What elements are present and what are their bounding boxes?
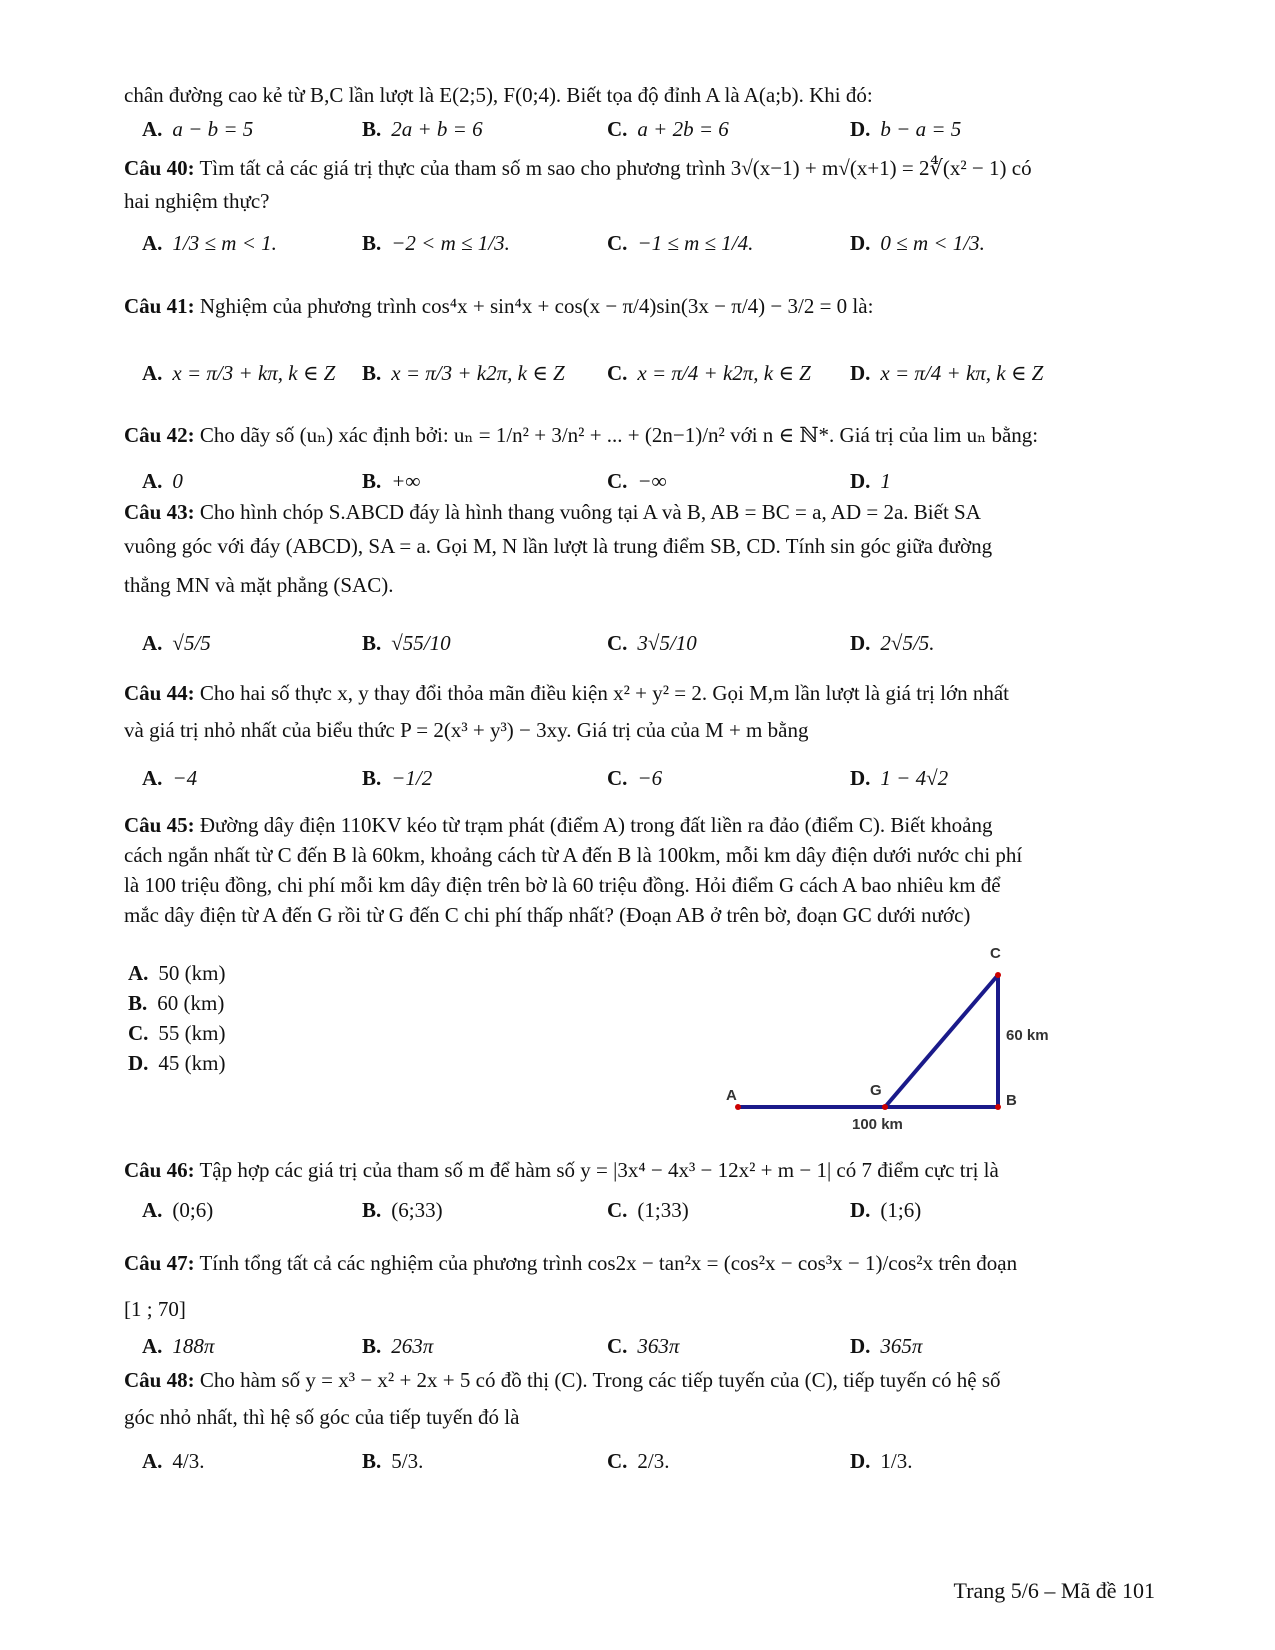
q48-option-c[interactable]: C. 2/3.: [607, 1449, 670, 1473]
q46-option-d[interactable]: D. (1;6): [850, 1198, 922, 1222]
q45-stem: Câu 45: Đường dây điện 110KV kéo từ trạm phát (điểm A) trong đất liền ra đảo (điểm C). Biết khoảng: [124, 813, 993, 837]
q43-option-b[interactable]: B. √55/10: [362, 631, 451, 655]
q42-option-c[interactable]: C. −∞: [607, 469, 667, 493]
q39-option-a[interactable]: A. a − b = 5: [142, 117, 254, 141]
q45-option-b[interactable]: B. 60 (km): [128, 991, 225, 1015]
label-g: G: [870, 1082, 882, 1099]
q45-stem-3: là 100 triệu đồng, chi phí mỗi km dây điện trên bờ là 60 triệu đồng. Hỏi điểm G cách A bao nhiêu km để: [124, 873, 1001, 897]
q43-option-d[interactable]: D. 2√5/5.: [850, 631, 935, 655]
q40-option-b[interactable]: B. −2 < m ≤ 1/3.: [362, 231, 510, 255]
q41-option-c[interactable]: C. x = π/4 + k2π, k ∈ Z: [607, 361, 811, 385]
q46-option-a[interactable]: A. (0;6): [142, 1198, 214, 1222]
q43-stem: Câu 43: Cho hình chóp S.ABCD đáy là hình thang vuông tại A và B, AB = BC = a, AD = 2a. Biết SA: [124, 500, 981, 524]
q48-option-b[interactable]: B. 5/3.: [362, 1449, 424, 1473]
q47-stem-2: [1 ; 70]: [124, 1297, 186, 1321]
q41-option-b[interactable]: B. x = π/3 + k2π, k ∈ Z: [362, 361, 565, 385]
page-footer: Trang 5/6 – Mã đề 101: [953, 1578, 1155, 1603]
q42-option-d[interactable]: D. 1: [850, 469, 891, 493]
label-c: C: [990, 945, 1001, 962]
q46-stem: Câu 46: Tập hợp các giá trị của tham số m để hàm số y = |3x⁴ − 4x³ − 12x² + m − 1| có 7 điểm cực trị là: [124, 1158, 999, 1182]
label-a: A: [726, 1087, 737, 1104]
q47-option-d[interactable]: D. 365π: [850, 1334, 923, 1358]
q47-option-c[interactable]: C. 363π: [607, 1334, 680, 1358]
label-ab-length: 100 km: [852, 1116, 903, 1133]
q43-stem-3: thẳng MN và mặt phẳng (SAC).: [124, 573, 394, 597]
q45-option-a[interactable]: A. 50 (km): [128, 961, 226, 985]
q42-option-a[interactable]: A. 0: [142, 469, 183, 493]
q41-stem: Câu 41: Nghiệm của phương trình cos⁴x + sin⁴x + cos(x − π/4)sin(3x − π/4) − 3/2 = 0 là:: [124, 294, 874, 318]
q48-stem-2: góc nhỏ nhất, thì hệ số góc của tiếp tuyến đó là: [124, 1405, 520, 1429]
q44-option-b[interactable]: B. −1/2: [362, 766, 433, 790]
point-c: [995, 972, 1001, 978]
q45-option-c[interactable]: C. 55 (km): [128, 1021, 226, 1045]
q45-stem-2: cách ngắn nhất từ C đến B là 60km, khoảng cách từ A đến B là 100km, mỗi km dây điện dưới nước chi phí: [124, 843, 1023, 867]
q44-option-a[interactable]: A. −4: [142, 766, 198, 790]
q40-stem-2: hai nghiệm thực?: [124, 189, 270, 213]
point-a: [735, 1104, 741, 1110]
q42-stem: Câu 42: Cho dãy số (uₙ) xác định bởi: uₙ = 1/n² + 3/n² + ... + (2n−1)/n² với n ∈ ℕ*. Giá trị của lim uₙ bằng:: [124, 423, 1039, 447]
q39-text: chân đường cao kẻ từ B,C lần lượt là E(2;5), F(0;4). Biết tọa độ đỉnh A là A(a;b). Khi đó:: [124, 83, 873, 107]
q43-option-a[interactable]: A. √5/5: [142, 631, 211, 655]
q42-option-b[interactable]: B. +∞: [362, 469, 421, 493]
q43-option-c[interactable]: C. 3√5/10: [607, 631, 697, 655]
q46-option-b[interactable]: B. (6;33): [362, 1198, 443, 1222]
q47-option-b[interactable]: B. 263π: [362, 1334, 434, 1358]
label-cb-length: 60 km: [1006, 1027, 1049, 1044]
point-b: [995, 1104, 1001, 1110]
q43-stem-2: vuông góc với đáy (ABCD), SA = a. Gọi M, N lần lượt là trung điểm SB, CD. Tính sin góc giữa đường: [124, 534, 993, 558]
segment-gc: [885, 975, 998, 1107]
q46-option-c[interactable]: C. (1;33): [607, 1198, 689, 1222]
label-b: B: [1006, 1092, 1017, 1109]
q48-option-d[interactable]: D. 1/3.: [850, 1449, 913, 1473]
q39-option-b[interactable]: B. 2a + b = 6: [362, 117, 483, 141]
q45-stem-4: mắc dây điện từ A đến G rồi từ G đến C chi phí thấp nhất? (Đoạn AB ở trên bờ, đoạn GC dưới nước): [124, 903, 971, 927]
q45-figure: [726, 995, 1080, 1145]
q40-option-a[interactable]: A. 1/3 ≤ m < 1.: [142, 231, 277, 255]
q44-stem-2: và giá trị nhỏ nhất của biểu thức P = 2(x³ + y³) − 3xy. Giá trị của của M + m bằng: [124, 718, 809, 742]
q40-option-c[interactable]: C. −1 ≤ m ≤ 1/4.: [607, 231, 754, 255]
q44-option-d[interactable]: D. 1 − 4√2: [850, 766, 949, 790]
q45-option-d[interactable]: D. 45 (km): [128, 1051, 226, 1075]
q40-stem: Câu 40: Tìm tất cả các giá trị thực của tham số m sao cho phương trình 3√(x−1) + m√(x+1) = 2∜(x² − 1) có: [124, 156, 1032, 180]
q48-option-a[interactable]: A. 4/3.: [142, 1449, 205, 1473]
q48-stem: Câu 48: Cho hàm số y = x³ − x² + 2x + 5 có đồ thị (C). Trong các tiếp tuyến của (C), tiếp tuyến có hệ số: [124, 1368, 1001, 1392]
q40-option-d[interactable]: D. 0 ≤ m < 1/3.: [850, 231, 985, 255]
q39-option-d[interactable]: D. b − a = 5: [850, 117, 962, 141]
q47-option-a[interactable]: A. 188π: [142, 1334, 215, 1358]
q47-stem: Câu 47: Tính tổng tất cả các nghiệm của phương trình cos2x − tan²x = (cos²x − cos³x − 1)/cos²x trên đoạn: [124, 1251, 1018, 1275]
q44-stem: Câu 44: Cho hai số thực x, y thay đổi thỏa mãn điều kiện x² + y² = 2. Gọi M,m lần lượt là giá trị lớn nhất: [124, 681, 1009, 705]
q44-option-c[interactable]: C. −6: [607, 766, 663, 790]
q41-option-d[interactable]: D. x = π/4 + kπ, k ∈ Z: [850, 361, 1044, 385]
point-g: [882, 1104, 888, 1110]
q41-option-a[interactable]: A. x = π/3 + kπ, k ∈ Z: [142, 361, 336, 385]
q39-option-c[interactable]: C. a + 2b = 6: [607, 117, 729, 141]
